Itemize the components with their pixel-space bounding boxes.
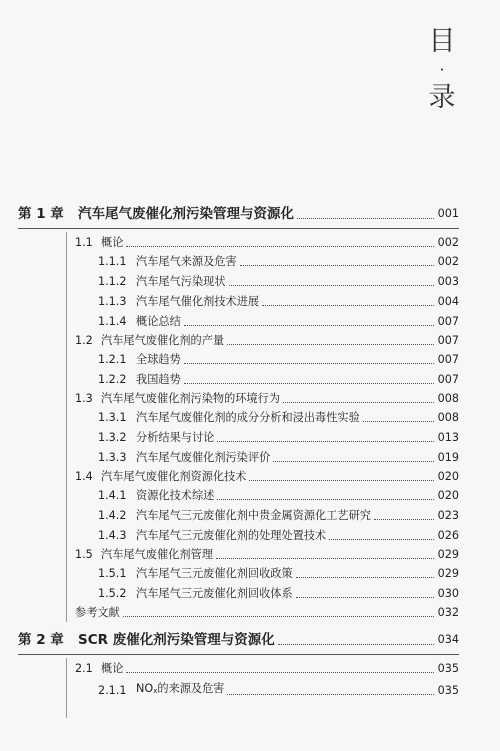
- subsection-title: 汽车尾气催化剂技术进展: [136, 295, 260, 308]
- page-number: 030: [437, 587, 459, 600]
- page-number: 029: [437, 567, 459, 580]
- toc-section-1-2[interactable]: [75, 334, 459, 348]
- dot-leader: [278, 644, 434, 645]
- subsection-title: 汽车尾气污染现状: [136, 275, 226, 288]
- subsection-title: 概论总结: [136, 315, 181, 328]
- toc-subsection-1-1-2[interactable]: [98, 275, 459, 289]
- subsection-number: 1.1.1: [98, 255, 127, 268]
- subsection-number: 1.1.4: [98, 315, 127, 328]
- page-number: 013: [437, 431, 459, 444]
- page-number: 035: [437, 684, 459, 697]
- chapter-title: SCR 废催化剂污染管理与资源化: [78, 632, 275, 648]
- dot-leader: [227, 344, 434, 345]
- subsection-title: 汽车尾气三元废催化剂的处理处置技术: [136, 529, 327, 542]
- subsection-title: 汽车尾气三元废催化剂回收体系: [136, 587, 293, 600]
- toc-subsection-1-2-2[interactable]: [98, 373, 459, 387]
- page-number: 019: [437, 451, 459, 464]
- subsection-number: 2.1.1: [98, 684, 127, 697]
- subsection-title: 我国趋势: [136, 373, 181, 386]
- subsection-title: [136, 682, 224, 698]
- page-number: 007: [437, 373, 459, 386]
- page-number: 020: [437, 470, 459, 483]
- subsection-title: 汽车尾气三元废催化剂回收政策: [136, 567, 293, 580]
- toc-subsection-1-4-1[interactable]: [98, 489, 459, 503]
- page-number: 003: [437, 275, 459, 288]
- toc-subsection-1-3-3[interactable]: [98, 451, 459, 465]
- toc-subsection-2-1-1[interactable]: [98, 682, 459, 698]
- toc-heading-char-2: 录: [428, 82, 456, 113]
- subsection-number: 1.2.1: [98, 353, 127, 366]
- page-number: 004: [437, 295, 459, 308]
- page-number: 023: [437, 509, 459, 522]
- dot-leader: [227, 694, 434, 695]
- chapter-rule: [18, 654, 459, 655]
- toc-subsection-1-4-2[interactable]: [98, 509, 459, 523]
- toc-heading-dot: ·: [439, 60, 445, 79]
- section-number: 1.1: [75, 236, 93, 249]
- toc-subsection-1-1-3[interactable]: [98, 295, 459, 309]
- references-title: 参考文献: [75, 606, 120, 619]
- dot-leader: [296, 577, 434, 578]
- dot-leader: [123, 616, 434, 617]
- section-number: 1.5: [75, 548, 93, 561]
- toc-subsection-1-5-1[interactable]: [98, 567, 459, 581]
- section-title: 概论: [101, 236, 124, 249]
- dot-leader: [229, 285, 434, 286]
- page-number: 007: [437, 334, 459, 347]
- chapter-side-rule: [66, 232, 67, 622]
- subsection-title: 汽车尾气废催化剂污染评价: [136, 451, 271, 464]
- toc-subsection-1-1-1[interactable]: [98, 255, 459, 269]
- subsection-number: 1.1.2: [98, 275, 127, 288]
- page-number: 029: [437, 548, 459, 561]
- subsection-title: 汽车尾气废催化剂的成分分析和浸出毒性实验: [136, 411, 360, 424]
- dot-leader: [273, 461, 434, 462]
- dot-leader: [262, 305, 434, 306]
- subsection-number: 1.1.3: [98, 295, 127, 308]
- toc-subsection-1-3-1[interactable]: [98, 411, 459, 425]
- page-number: 020: [437, 489, 459, 502]
- dot-leader: [240, 265, 434, 266]
- section-number: 1.3: [75, 392, 93, 405]
- subsection-title: 全球趋势: [136, 353, 181, 366]
- dot-leader: [217, 441, 434, 442]
- dot-leader: [217, 499, 434, 500]
- section-title: 汽车尾气废催化剂污染物的环境行为: [101, 392, 281, 405]
- toc-chapter-2[interactable]: [18, 632, 459, 648]
- toc-section-1-5[interactable]: [75, 548, 459, 562]
- toc-subsection-1-2-1[interactable]: [98, 353, 459, 367]
- dot-leader: [126, 672, 434, 673]
- subsection-number: 1.4.3: [98, 529, 127, 542]
- page-number: 002: [437, 236, 459, 249]
- subsection-number: 1.2.2: [98, 373, 127, 386]
- title-part: 的来源及危害: [157, 682, 225, 695]
- dot-leader: [329, 539, 434, 540]
- page-number: 001: [437, 207, 459, 220]
- toc-section-1-4[interactable]: [75, 470, 459, 484]
- chapter-side-rule: [66, 658, 67, 718]
- toc-subsection-1-1-4[interactable]: [98, 315, 459, 329]
- dot-leader: [374, 519, 434, 520]
- page-number: 008: [437, 411, 459, 424]
- toc-subsection-1-5-2[interactable]: [98, 587, 459, 601]
- section-number: 1.4: [75, 470, 93, 483]
- subsection-number: 1.4.1: [98, 489, 127, 502]
- subsection-title: 分析结果与讨论: [136, 431, 215, 444]
- page-number: 026: [437, 529, 459, 542]
- dot-leader: [296, 597, 434, 598]
- subsection-number: 1.5.2: [98, 587, 127, 600]
- dot-leader: [184, 383, 434, 384]
- subsection-number: 1.3.1: [98, 411, 127, 424]
- page-number: 002: [437, 255, 459, 268]
- dot-leader: [184, 363, 434, 364]
- toc-chapter-1[interactable]: [18, 206, 459, 222]
- page-number: 034: [437, 633, 459, 646]
- title-subscript: x: [153, 687, 158, 695]
- toc-heading: [422, 28, 462, 111]
- title-part: NO: [136, 682, 154, 695]
- chapter-number: 第 2 章: [18, 632, 64, 648]
- page-number: 035: [437, 662, 459, 675]
- subsection-number: 1.3.2: [98, 431, 127, 444]
- section-title: 汽车尾气废催化剂资源化技术: [101, 470, 247, 483]
- page-number: 008: [437, 392, 459, 405]
- subsection-number: 1.3.3: [98, 451, 127, 464]
- dot-leader: [184, 325, 434, 326]
- subsection-number: 1.4.2: [98, 509, 127, 522]
- chapter-rule: [18, 228, 459, 229]
- chapter-title: 汽车尾气废催化剂污染管理与资源化: [78, 206, 294, 222]
- subsection-title: 资源化技术综述: [136, 489, 215, 502]
- toc-section-2-1[interactable]: [75, 662, 459, 676]
- subsection-title: 汽车尾气来源及危害: [136, 255, 237, 268]
- toc-section-1-1[interactable]: [75, 236, 459, 250]
- dot-leader: [283, 402, 434, 403]
- toc-subsection-1-4-3[interactable]: [98, 529, 459, 543]
- toc-references-1[interactable]: [75, 606, 459, 620]
- subsection-title: 汽车尾气三元废催化剂中贵金属资源化工艺研究: [136, 509, 371, 522]
- dot-leader: [216, 558, 434, 559]
- page-number: 007: [437, 315, 459, 328]
- subsection-number: 1.5.1: [98, 567, 127, 580]
- section-number: 1.2: [75, 334, 93, 347]
- dot-leader: [363, 421, 434, 422]
- toc-heading-char-1: 目: [428, 26, 456, 57]
- page-number: 007: [437, 353, 459, 366]
- chapter-number: 第 1 章: [18, 206, 64, 222]
- page-number: 032: [437, 606, 459, 619]
- section-title: 概论: [101, 662, 124, 675]
- dot-leader: [126, 246, 434, 247]
- section-number: 2.1: [75, 662, 93, 675]
- section-title: 汽车尾气废催化剂的产量: [101, 334, 225, 347]
- dot-leader: [249, 480, 434, 481]
- dot-leader: [297, 218, 434, 219]
- section-title: 汽车尾气废催化剂管理: [101, 548, 213, 561]
- toc-subsection-1-3-2[interactable]: [98, 431, 459, 445]
- toc-section-1-3[interactable]: [75, 392, 459, 406]
